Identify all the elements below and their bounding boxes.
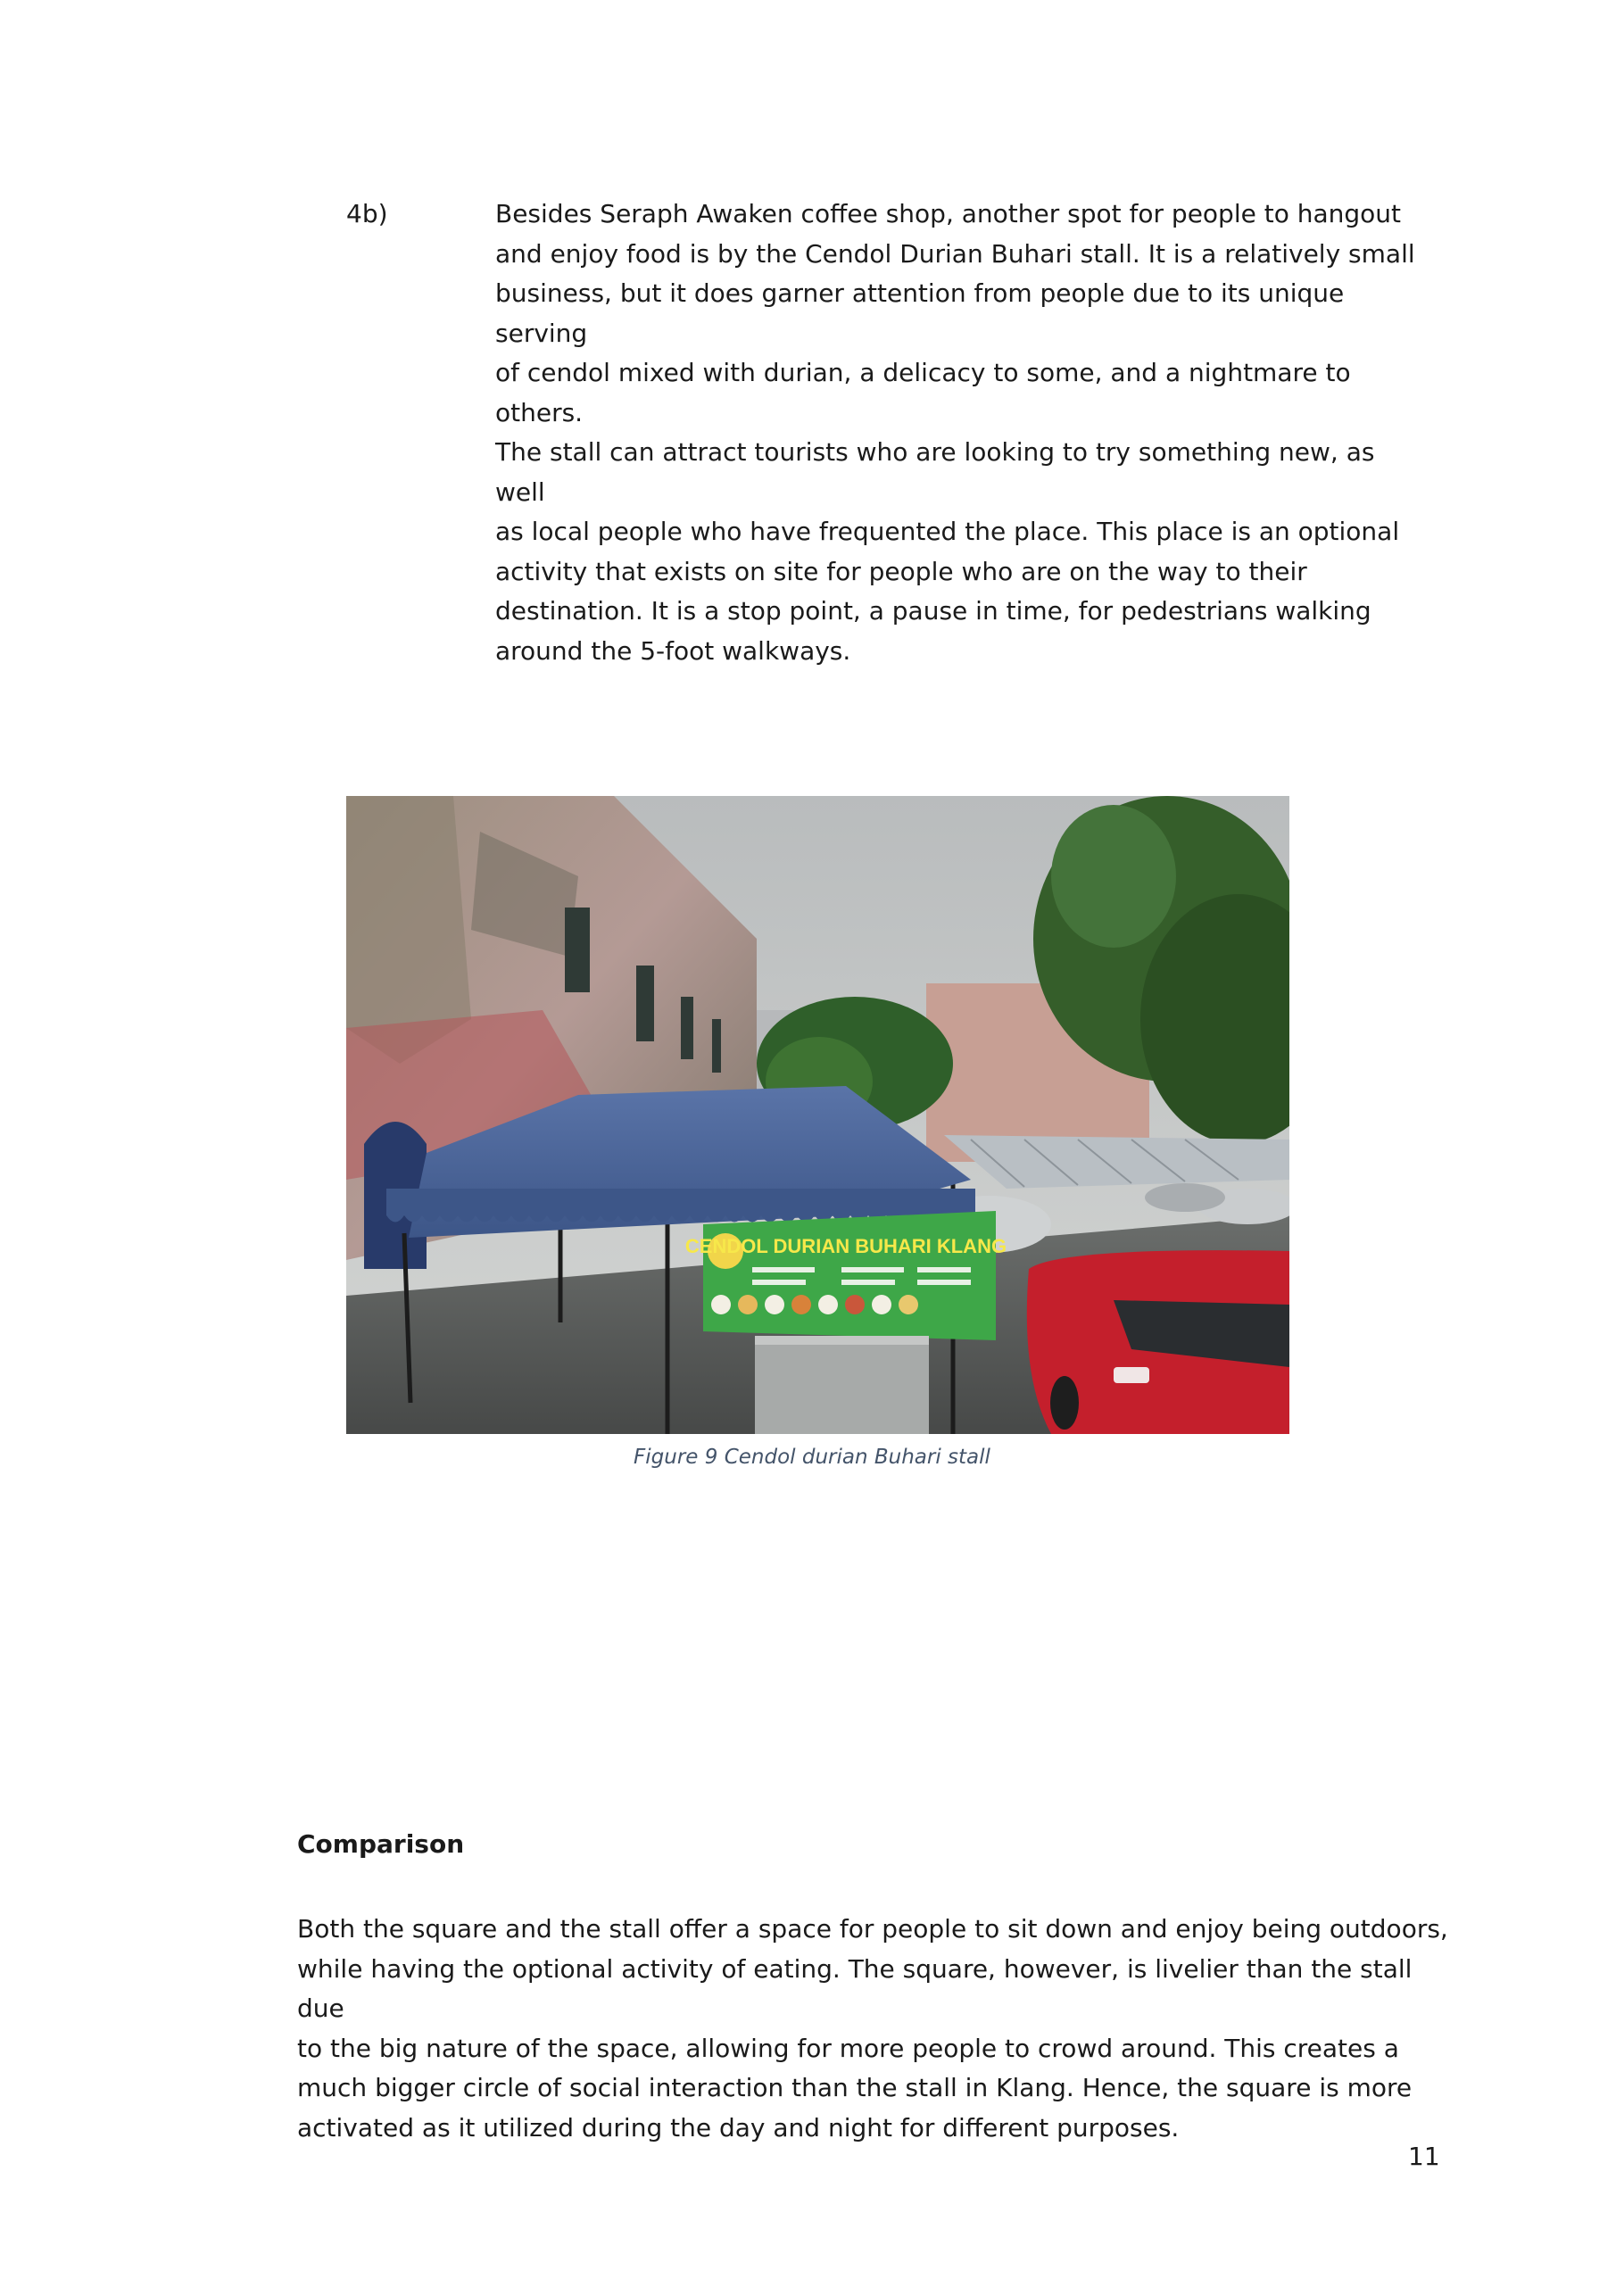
section-heading: Comparison bbox=[297, 1829, 465, 1859]
signboard-text: CENDOL DURIAN BUHARI KLANG bbox=[684, 1235, 1007, 1257]
item-paragraph bbox=[495, 195, 1432, 671]
paragraph-line: and enjoy food is by the Cendol Durian Buhari stall. It is a relatively small bbox=[495, 238, 1415, 269]
paragraph-line: as local people who have frequented the place. This place is an optional bbox=[495, 517, 1400, 546]
paragraph-line: while having the optional activity of eating. The square, however, is livelier than the stall due bbox=[297, 1953, 1413, 2023]
paragraph-line: Besides Seraph Awaken coffee shop, another spot for people to hangout bbox=[495, 199, 1402, 228]
paragraph-line: Both the square and the stall offer a space for people to sit down and enjoy being outdoors, bbox=[297, 1914, 1448, 1944]
paragraph-line: to the big nature of the space, allowing for more people to crowd around. This creates a bbox=[297, 2033, 1399, 2063]
paragraph-line: business, but it does garner attention from people due to its unique serving bbox=[495, 278, 1345, 348]
paragraph-line: The stall can attract tourists who are looking to try something new, as well bbox=[495, 437, 1375, 507]
paragraph-line: around the 5-foot walkways. bbox=[495, 635, 851, 666]
stall-photo bbox=[346, 796, 1289, 1434]
stall-photo-illustration bbox=[346, 796, 1289, 1434]
item-label: 4b) bbox=[346, 199, 388, 228]
paragraph-line: of cendol mixed with durian, a delicacy to some, and a nightmare to others. bbox=[495, 358, 1351, 427]
paragraph-line: much bigger circle of social interaction than the stall in Klang. Hence, the square is more bbox=[297, 2073, 1413, 2102]
comparison-paragraph bbox=[297, 1910, 1448, 2148]
paragraph-line: activated as it utilized during the day and night for different purposes. bbox=[297, 2112, 1180, 2143]
paragraph-line: destination. It is a stop point, a pause in time, for pedestrians walking bbox=[495, 596, 1371, 626]
figure-caption: Figure 9 Cendol durian Buhari stall bbox=[634, 1446, 990, 1469]
page-number: 11 bbox=[1408, 2142, 1440, 2171]
paragraph-line: activity that exists on site for people who are on the way to their bbox=[495, 556, 1307, 586]
